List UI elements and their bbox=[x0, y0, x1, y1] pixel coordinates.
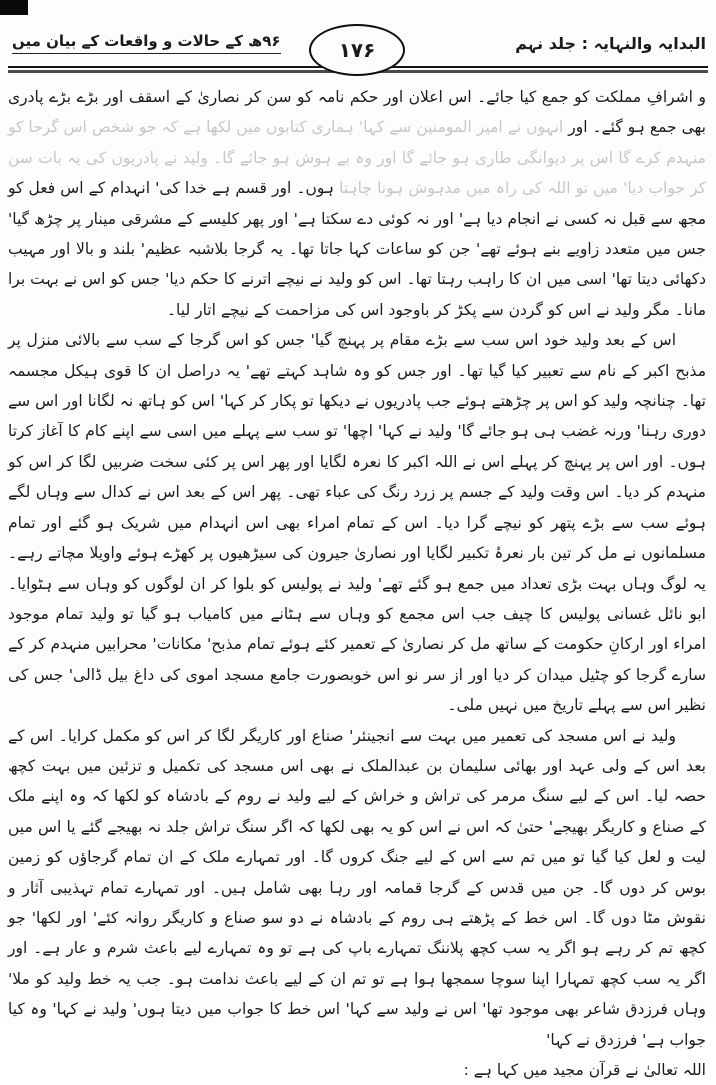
paragraph-text: و اشرافِ مملکت کو جمع کیا جائے۔ اس اعلان اور حکم نامہ کو سن کر نصاریٰ کے اسقف اور بڑے بڑے پادری بھی جمع ہو گئے۔ اور bbox=[8, 88, 706, 137]
page-number-badge bbox=[309, 24, 405, 76]
chapter-title: ۹۶ھ کے حالات و واقعات کے بیان میں bbox=[12, 32, 281, 54]
paragraph-text: ولید نے اس مسجد کی تعمیر میں بہت سے انجینئر' صناع اور کاریگر لگا کر اس کو مکمل کرایا۔ اس کے بعد اس کے ولی عہد اور بھائی سلیمان بن عبدالملک نے بھی اس مسجد کی تکمیل و تزئین میں بہت کچھ حصہ لیا۔ اس کے لیے سنگ مرمر کی تراش و خراش کے لیے ولید نے روم کے بادشاہ کو لکھا کہ وہ اپنے ملک کے صناع و کاریگر بھیجے' حتیٰ کہ اس نے اس کو یہ بھی لکھا کہ اگر سنگ تراش جلد نہ بھیجے گئے یا اس میں لیت و لعل کیا گیا تو میں تم سے اس کے لیے جنگ کروں گا۔ اور تمہارے ملک کے ان تمام گرجاؤں کو زمین بوس کر دوں گا۔ جن میں قدس کے گرجا قمامہ اور رہا بھی شامل ہیں۔ اور تمہارے تمام تہذیبی آثار و نقوش مٹا دوں گا۔ اس خط کے پڑھتے ہی روم کے بادشاہ نے دو سو صناع و کاریگر روانہ کئے' اور لکھا' جو کچھ تم کر رہے ہو اگر یہ سب کچھ پلاننگ تمہارے باپ کی ہے تو وہ تمہارے لیے باعث شرم و عار ہے۔ اور اگر یہ سب کچھ تمہارا اپنا سوچا سمجھا ہوا ہے تو تم ان کے لیے باعث ندامت ہو۔ جب یہ خط ولید کو ملا' وہاں فرزدق شاعر بھی موجود تھا' اس نے ولید سے کہا' اس خط کا جواب میں دیتا ہوں' ولید نے کہا' وہ کیا جواب ہے' فرزدق نے کہا' bbox=[8, 726, 706, 1049]
paragraph-text: ہوں۔ اور قسم ہے خدا کی' انہدام کے اس فعل کو مجھ سے قبل نہ کسی نے انجام دیا ہے' اور نہ کوئی دے سکتا ہے' اور پھر کلیسے کے مشرقی مینار پر چڑھ گیا' جس میں متعدد زاویے بنے ہوئے تھے' جن کو ساعات کہا جاتا تھا۔ یہ گرجا بلاشبہ عظیم' بلند و بالا اور مہیب دکھائی دیتا تھا' اسی میں ان کا راہب رہتا تھا۔ اس کو ولید نے نیچے اترنے کا حکم دیا' جس کو اس نے بہت برا مانا۔ مگر ولید نے اس کو گردن سے پکڑ کر باوجود اس کی مزاحمت کے نیچے اتار لیا۔ bbox=[8, 179, 706, 319]
book-title: البدایہ والنہایہ : جلد نہم bbox=[515, 34, 706, 53]
quote-lead-in-line: اللہ تعالیٰ نے قرآن مجید میں کہا ہے : bbox=[463, 1061, 706, 1079]
page-number: ۱۷۶ bbox=[338, 38, 376, 62]
paragraph-text-faded: انہوں نے امیر المومنین سے کہا' ہماری کتابوں میں لکھا ہے کہ جو شخص اس گرجا کو منہدم کرے گا اس پر دیوانگی طاری ہو جائے گا اور وہ بے ہوش ہو جائے گا۔ ولید نے پادریوں کی یہ بات سن کر جواب دیا' میں تو اللہ کی راہ میں مدہوش ہونا چاہتا bbox=[8, 118, 707, 198]
page-header bbox=[0, 0, 716, 78]
body-text bbox=[8, 82, 706, 1085]
paragraph-text: اس کے بعد ولید خود اس سب سے بڑے مقام پر پہنچ گیا' جس کو اس گرجا کے سب سے بالائی منزل پر مذبح اکبر کے نام سے تعبیر کیا گیا تھا۔ اور جس کو وہ شاہد کہتے تھے' یہ دراصل ان کا قوی ہیکل مجسمہ تھا۔ چنانچہ ولید کو اس پر چڑھتے ہوئے جب پادریوں نے دیکھا تو پکار کر کہا' اس کو ہاتھ نہ لگانا اور اس سے دوری رہنا' ورنہ غضب ہی ہو جائے گا' ولید نے کہا' اچھا' تو سب سے پہلے میں اسی سے اپنے کام کا آغاز کرتا ہوں۔ اور اس پر پہنچ کر پہلے اس نے اللہ اکبر کا نعرہ لگایا اور پھر اس پر کئی سخت ضربیں لگا کر اس کو منہدم کر دیا۔ اس وقت ولید کے جسم پر زرد رنگ کی عباء تھی۔ پھر اس کے بعد اس نے کدال سے وہاں لگے ہوئے سب سے بڑے پتھر کو نیچے گرا دیا۔ اس کے تمام امراء بھی اس انہدام میں شریک ہو گئے اور تمام مسلمانوں نے مل کر تین بار نعرۂ تکبیر لگایا اور نصاریٰ جیرون کی سیڑھیوں پر کھڑے ہوئے واویلا مچاتے رہے۔ یہ لوگ وہاں بہت بڑی تعداد میں جمع ہو گئے تھے' ولید نے پولیس کو بلوا کر ان لوگوں کو وہاں سے ہٹوایا۔ ابو نائل غسانی پولیس کا چیف جب اس مجمع کو وہاں سے ہٹانے میں کامیاب ہو گیا تو ولید تمام موجود امراء اور ارکانِ حکومت کے ساتھ مل کر نصاریٰ کے تعمیر کئے ہوئے تمام مذبح' مکانات' محرابیں منہدم کر کے سارے گرجا کو چٹیل میدان کر دیا اور از سر نو اس خوبصورت جامع مسجد اموی کی داغ بیل ڈالی' جس کی نظیر اس سے پہلے تاریخ میں نہیں ملی۔ bbox=[8, 331, 706, 715]
paragraph bbox=[8, 82, 706, 325]
paragraph bbox=[8, 325, 706, 720]
paragraph bbox=[8, 721, 706, 1055]
